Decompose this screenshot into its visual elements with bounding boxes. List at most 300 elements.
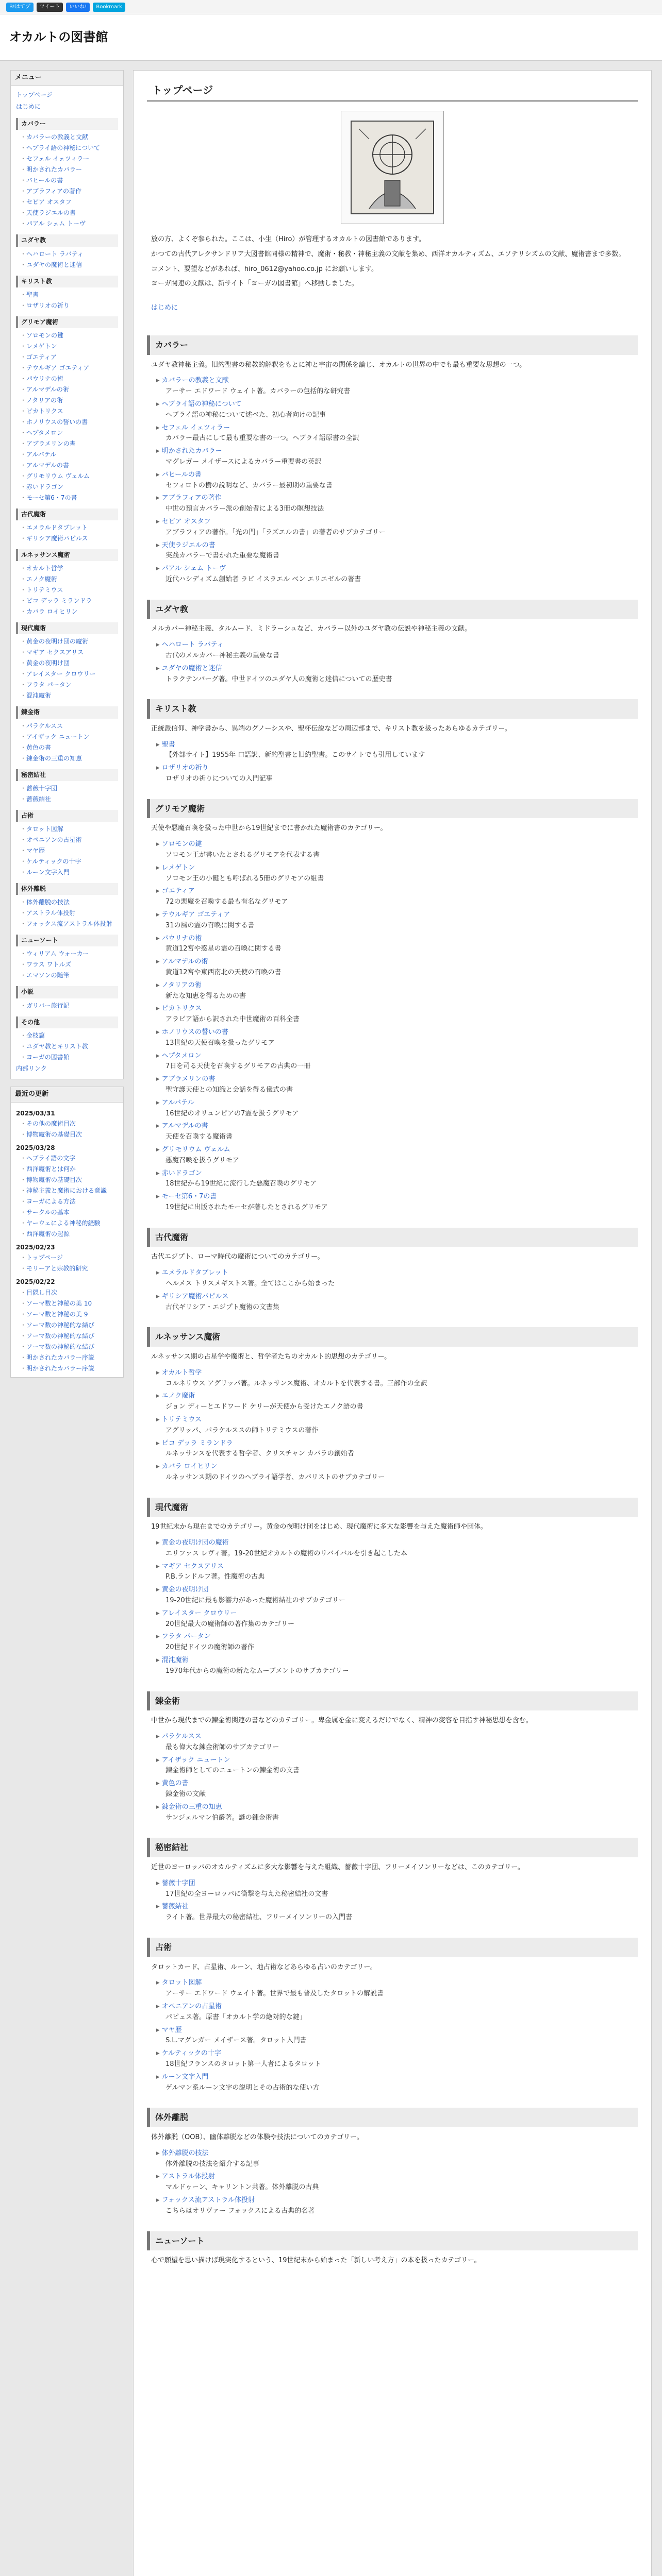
section-item-link[interactable]: パアル シェム トーヴ bbox=[161, 565, 226, 573]
sidebar-item-link[interactable]: 金枝篇 bbox=[26, 1031, 45, 1039]
section-item-desc: カバラー最古にして最も重要な書の一つ。ヘブライ語原書の全訳 bbox=[166, 434, 359, 443]
site-title[interactable]: オカルトの図書館 bbox=[0, 14, 662, 61]
sidebar-item-link[interactable]: アルマデルの書 bbox=[26, 461, 69, 469]
sidebar-item bbox=[20, 438, 118, 449]
sidebar-item bbox=[20, 959, 118, 970]
section-item-desc: 悪魔召喚を扱うグリモア bbox=[166, 1156, 240, 1164]
section-item bbox=[156, 2048, 638, 2070]
sidebar-item-link[interactable]: ヘブライ語の神秘について bbox=[26, 144, 101, 152]
sidebar-group-title: 秘密結社 bbox=[16, 769, 118, 781]
sidebar-item bbox=[20, 636, 118, 647]
section-item-link[interactable]: カバラ ロイヒリン bbox=[161, 1463, 218, 1471]
section-item-link[interactable]: パウリナの術 bbox=[161, 934, 202, 942]
sidebar-item bbox=[20, 428, 118, 438]
section-item-link[interactable]: 体外離脱の技法 bbox=[161, 2149, 209, 2157]
section-item-desc: セフィロトの樹の説明など、カバラー最初期の重要な書 bbox=[166, 481, 333, 489]
sidebar-group-list bbox=[16, 1030, 118, 1063]
sidebar-item-link[interactable]: タロット図解 bbox=[26, 825, 63, 833]
sidebar-group-list bbox=[16, 290, 118, 311]
section-item-desc: 錬金術師としてのニュートンの錬金術の文書 bbox=[166, 1767, 300, 1775]
section-item-link[interactable]: ホノリウスの誓いの書 bbox=[161, 1028, 228, 1037]
sidebar-item-link[interactable]: パウリナの術 bbox=[26, 375, 63, 382]
section-item bbox=[156, 1538, 638, 1560]
section-items bbox=[156, 1368, 638, 1483]
updates-body bbox=[11, 1103, 123, 1377]
sidebar-item-link[interactable]: アレイスター クロウリー bbox=[26, 670, 96, 678]
section-title: ニューソート bbox=[147, 2231, 638, 2251]
section-item bbox=[156, 1902, 638, 1923]
section-item-link[interactable]: オペニアンの占星術 bbox=[161, 2002, 222, 2010]
sidebar-group-list bbox=[16, 132, 118, 229]
sidebar-item-link[interactable]: テウルギア ゴエティア bbox=[26, 364, 90, 371]
update-link[interactable]: トップページ bbox=[26, 1254, 63, 1262]
sidebar-item-link[interactable]: アイザック ニュートン bbox=[26, 733, 90, 740]
sidebar-item bbox=[20, 249, 118, 260]
section-item-desc: 18世紀から19世紀に流行した悪魔召喚のグリモア bbox=[166, 1180, 317, 1188]
sidebar-item-link[interactable]: ヘハロート ラバティ bbox=[26, 250, 84, 258]
update-list bbox=[16, 1287, 118, 1374]
section-item-desc: ヘブライ語の神秘について述べた、初心者向けの記事 bbox=[166, 411, 326, 419]
sidebar-item-link[interactable]: アストラル体投射 bbox=[26, 909, 76, 917]
section-item-link[interactable]: ピコ デッラ ミランドラ bbox=[161, 1439, 233, 1447]
section-item-link[interactable]: 黄金の夜明け団 bbox=[161, 1586, 209, 1594]
sidebar-item-link[interactable]: エマソンの随筆 bbox=[26, 972, 70, 979]
section-item-link[interactable]: ヘプタメロン bbox=[161, 1052, 202, 1060]
update-link[interactable]: ソーマ数の神秘的な結び bbox=[26, 1343, 95, 1350]
section-item-link[interactable]: 赤いドラゴン bbox=[161, 1169, 202, 1177]
section-item-link[interactable]: フラタ パータン bbox=[161, 1633, 211, 1641]
section-item-link[interactable]: アルマデルの書 bbox=[161, 1122, 208, 1130]
sidebar-item-link[interactable]: ヘプタメロン bbox=[26, 429, 63, 436]
sidebar-item-link[interactable]: ユダヤの魔術と迷信 bbox=[26, 261, 82, 268]
section-item-desc: 31の風の霊の召喚に関する書 bbox=[166, 921, 255, 929]
sidebar-group-title: キリスト教 bbox=[16, 276, 118, 287]
update-link[interactable]: 明かされたカバラー序説 bbox=[26, 1364, 95, 1372]
section-item bbox=[156, 1755, 638, 1777]
update-item bbox=[20, 1185, 118, 1196]
section-desc: タロットカード、占星術、ルーン、地占術などあらゆる占いのカテゴリー。 bbox=[151, 1963, 377, 1971]
sidebar-item bbox=[20, 867, 118, 878]
section-item bbox=[156, 1438, 638, 1460]
update-link[interactable]: 博物魔術の基礎目次 bbox=[26, 1130, 82, 1138]
update-item bbox=[20, 1309, 118, 1320]
section-item-link[interactable]: グリモリウム ヴェルム bbox=[161, 1145, 230, 1154]
section-item-desc: 実践カバラーで書かれた重要な魔術書 bbox=[166, 552, 280, 560]
section-item bbox=[156, 2195, 638, 2217]
update-link[interactable]: 西洋魔術とは何か bbox=[26, 1165, 76, 1173]
section-item bbox=[156, 564, 638, 585]
section-item-link[interactable]: 薔薇結社 bbox=[161, 1903, 189, 1911]
sidebar-item bbox=[20, 417, 118, 428]
sidebar-extra-link[interactable]: 内部リンク bbox=[16, 1064, 47, 1072]
section-item bbox=[156, 399, 638, 421]
section-item bbox=[156, 1655, 638, 1677]
section-desc: 心で願望を思い描けば現実化するという、19世紀末から始まった「新しい考え方」の本を扱ったカテゴリー。 bbox=[151, 2257, 481, 2265]
sidebar-item bbox=[20, 753, 118, 764]
sidebar-item-link[interactable]: 錬金術の三重の知恵 bbox=[26, 754, 82, 762]
section-item-link[interactable]: アルバテル bbox=[161, 1098, 194, 1107]
section-item-link[interactable]: ケルティックの十字 bbox=[161, 2049, 221, 2058]
update-link[interactable]: その他の魔術目次 bbox=[26, 1120, 76, 1127]
section-desc: 正統派信仰、神学書から、異端のグノーシスや、聖杯伝説などの周辺部まで、キリスト教を扱ったあらゆるカテゴリー。 bbox=[151, 724, 511, 733]
sidebar-group-list bbox=[16, 721, 118, 764]
section-item bbox=[156, 1778, 638, 1800]
section-item-desc: 20世紀ドイツの魔術師の著作 bbox=[166, 1643, 254, 1652]
sidebar-item bbox=[20, 647, 118, 658]
section-item-desc: 20世紀最大の魔術師の著作集のカテゴリー bbox=[166, 1620, 295, 1628]
sidebar-item bbox=[20, 783, 118, 794]
sidebar-item-link[interactable]: ワラス ワトルズ bbox=[26, 961, 72, 969]
update-list bbox=[16, 1153, 118, 1240]
sidebar-item-link[interactable]: 黄金の夜明け団 bbox=[26, 659, 70, 667]
sidebar-item-link[interactable]: レメゲトン bbox=[26, 342, 57, 350]
section-item bbox=[156, 446, 638, 468]
section-item-link[interactable]: バヒールの書 bbox=[161, 470, 202, 479]
sidebar-item bbox=[20, 742, 118, 753]
section-item-link[interactable]: アブラメリンの書 bbox=[161, 1075, 216, 1083]
sidebar-item-link[interactable]: 混沌魔術 bbox=[26, 692, 52, 700]
section-items bbox=[156, 1878, 638, 1923]
sidebar-group-title: 現代魔術 bbox=[16, 622, 118, 634]
update-item bbox=[20, 1207, 118, 1218]
section-item-link[interactable]: エノク魔術 bbox=[161, 1392, 195, 1400]
section-title: キリスト教 bbox=[147, 699, 638, 719]
section-item bbox=[156, 863, 638, 885]
section-item bbox=[156, 1192, 638, 1213]
sidebar-item bbox=[20, 197, 118, 208]
like-button[interactable]: いいね! bbox=[66, 3, 90, 12]
sidebar-item-link[interactable]: 薔薇十字団 bbox=[26, 784, 58, 792]
update-item bbox=[20, 1129, 118, 1140]
update-link[interactable]: ソーマ数と神秘の美 10 bbox=[26, 1299, 92, 1307]
section-item-link[interactable]: 薔薇十字団 bbox=[161, 1879, 195, 1887]
sidebar-item-link[interactable]: ルーン文字入門 bbox=[26, 869, 70, 876]
section-item-link[interactable]: アルマデルの術 bbox=[161, 958, 208, 966]
sidebar-item-link[interactable]: 黄金の夜明け団の魔術 bbox=[26, 638, 89, 646]
sidebar-item-link[interactable]: 赤いドラゴン bbox=[26, 483, 64, 490]
section-item-link[interactable]: エメラルドタブレット bbox=[161, 1269, 228, 1277]
sidebar-group-list bbox=[16, 563, 118, 617]
sidebar-item-link[interactable]: エノク魔術 bbox=[26, 575, 57, 583]
section-item-link[interactable]: レメゲトン bbox=[161, 863, 195, 872]
sidebar-item-link[interactable]: ゴエティア bbox=[26, 353, 57, 361]
section-item-link[interactable]: セフェル イェツィラー bbox=[161, 423, 230, 432]
sidebar-item-link[interactable]: エメラルドタブレット bbox=[26, 524, 88, 532]
update-item bbox=[20, 1298, 118, 1309]
sidebar-item-link[interactable]: ロザリオの祈り bbox=[26, 301, 70, 309]
update-link[interactable]: 博物魔術の基礎目次 bbox=[26, 1176, 82, 1184]
sidebar-item-link[interactable]: フォックス流アストラル体投射 bbox=[26, 920, 112, 928]
update-link[interactable]: ソーマ数の神秘的な結び bbox=[26, 1332, 95, 1340]
section-item-link[interactable]: 錬金術の三重の知恵 bbox=[161, 1803, 222, 1811]
sidebar-item-link[interactable]: ピコ デッラ ミランドラ bbox=[26, 597, 92, 605]
section-item bbox=[156, 1268, 638, 1290]
engraving-icon bbox=[349, 118, 436, 216]
section-item-link[interactable]: フォックス流アストラル体投射 bbox=[161, 2196, 255, 2204]
sidebar-item-link[interactable]: パラケルスス bbox=[26, 722, 63, 730]
updates-title: 最近の更新 bbox=[11, 1087, 123, 1103]
sidebar-item bbox=[20, 658, 118, 669]
sidebar-item bbox=[20, 970, 118, 981]
section-item bbox=[156, 1562, 638, 1583]
section-item-desc: トラクテンバーグ著。中世ドイツのユダヤ人の魔術と迷信についての歴史書 bbox=[166, 675, 392, 683]
sidebar-item-link[interactable]: ノタリアの術 bbox=[26, 396, 63, 404]
section-item bbox=[156, 1802, 638, 1824]
intro-paragraph: かつての古代アレクサンドリア大図書館同様の精神で、魔術・秘教・神秘主義の文献を集め、西洋オカルティズム、エソテリシズムの文献、魔術書まで多数。 bbox=[151, 250, 625, 258]
sidebar-item bbox=[20, 533, 118, 544]
section-item-link[interactable]: ノタリアの術 bbox=[161, 981, 202, 989]
section-item-link[interactable]: ユダヤの魔術と迷信 bbox=[161, 664, 222, 672]
sidebar-item-link[interactable]: 明かされたカバラー bbox=[26, 166, 82, 174]
update-link[interactable]: 明かされたカバラー序説 bbox=[26, 1353, 95, 1361]
update-link[interactable]: ヨーガによる方法 bbox=[26, 1198, 76, 1206]
section-item bbox=[156, 1074, 638, 1096]
section-item-desc: 1970年代からの魔術の新たなムーブメントのサブカテゴリー bbox=[166, 1667, 349, 1675]
section-item bbox=[156, 1878, 638, 1900]
section-item-desc: 近代ハシディズム創始者 ラビ イスラエル ベン エリエゼルの著書 bbox=[166, 575, 361, 583]
section-item-desc: 錬金術の文献 bbox=[166, 1790, 206, 1799]
section-item-link[interactable]: 黄金の夜明け団の魔術 bbox=[161, 1539, 229, 1547]
sidebar-item-link[interactable]: アルマデルの術 bbox=[26, 385, 69, 393]
sidebar-group-list bbox=[16, 330, 118, 503]
sidebar-item-link[interactable]: 薔薇結社 bbox=[26, 795, 52, 803]
sidebar-group-list bbox=[16, 522, 118, 544]
section-item-link[interactable]: ピカトリクス bbox=[161, 1005, 202, 1013]
sidebar-item-link[interactable]: オペニアンの占星術 bbox=[26, 836, 82, 844]
sidebar-item bbox=[20, 406, 118, 417]
tweet-button[interactable]: ツイート bbox=[37, 3, 63, 12]
section-item-link[interactable]: トリテミウス bbox=[161, 1415, 202, 1423]
sidebar-item bbox=[20, 143, 118, 154]
sidebar-item bbox=[20, 908, 118, 919]
update-link[interactable]: 神秘主義と魔術における意識 bbox=[26, 1187, 107, 1195]
update-item bbox=[20, 1363, 118, 1374]
sidebar-group-title: ルネッサンス魔術 bbox=[16, 549, 118, 561]
section-item-link[interactable]: セビア オスタフ bbox=[161, 517, 211, 526]
sidebar-item bbox=[20, 154, 118, 164]
sidebar-item bbox=[20, 721, 118, 732]
section-item bbox=[156, 664, 638, 685]
update-link[interactable]: モリーアと宗教的研究 bbox=[26, 1265, 88, 1273]
section-item-link[interactable]: 聖書 bbox=[161, 740, 175, 749]
section-item-desc: ソロモン王の小鍵とも呼ばれる5冊のグリモアの組書 bbox=[166, 874, 324, 883]
sidebar-item-link[interactable]: マヤ歴 bbox=[26, 847, 45, 855]
sidebar-item-link[interactable]: ギリシア魔術パピルス bbox=[26, 535, 88, 543]
menu-box bbox=[10, 70, 124, 1079]
sidebar-item-link[interactable]: モーセ第6・7の書 bbox=[26, 494, 77, 501]
update-link[interactable]: ヤーウェによる神秘的経験 bbox=[26, 1219, 101, 1227]
sidebar-item-link[interactable]: ソロモンの鍵 bbox=[26, 331, 64, 339]
sidebar-item-link[interactable]: オカルト哲学 bbox=[26, 565, 63, 572]
main-content bbox=[133, 70, 652, 2576]
section-title: 古代魔術 bbox=[147, 1228, 638, 1247]
section-item bbox=[156, 763, 638, 785]
section-item-link[interactable]: アストラル体投射 bbox=[161, 2173, 215, 2181]
section-item-link[interactable]: パラケルスス bbox=[161, 1733, 202, 1741]
sidebar-item bbox=[20, 300, 118, 311]
section-item-link[interactable]: 明かされたカバラー bbox=[161, 447, 222, 455]
section-item-link[interactable]: カバラーの教義と文献 bbox=[161, 377, 229, 385]
sidebar-item-link[interactable]: ガリバー旅行記 bbox=[26, 1002, 70, 1009]
update-item bbox=[20, 1218, 118, 1229]
sidebar-item bbox=[20, 363, 118, 374]
section-item-desc: 16世紀のオリュンピアの7霊を扱うグリモア bbox=[166, 1109, 299, 1117]
sidebar-item-link[interactable]: アブラメリンの書 bbox=[26, 439, 76, 447]
section-item-desc: アラビア語から訳された中世魔術の百科全書 bbox=[166, 1015, 300, 1024]
section-item-link[interactable]: アレイスター クロウリー bbox=[161, 1609, 237, 1617]
section-items bbox=[156, 1268, 638, 1313]
section-item-link[interactable]: アブラフィアの著作 bbox=[161, 494, 222, 502]
section-item-desc: アーサー エドワード ウェイト著。カバラーの包括的な研究書 bbox=[166, 387, 351, 396]
sidebar-item bbox=[20, 680, 118, 690]
section-item-desc: エリファス レヴィ著。19-20世紀オカルトの魔術のリバイバルを引き起こした本 bbox=[166, 1549, 407, 1557]
sidebar-item-link[interactable]: ウィリアム ウォーカー bbox=[26, 950, 89, 958]
section-item-link[interactable]: ロザリオの祈り bbox=[161, 764, 209, 772]
sidebar-item bbox=[20, 919, 118, 929]
sidebar-item-link[interactable]: ヨーガの図書館 bbox=[26, 1053, 70, 1061]
sidebar-item bbox=[20, 1030, 118, 1041]
sidebar-item-link[interactable]: セビア オスタフ bbox=[26, 198, 72, 206]
section-item bbox=[156, 1145, 638, 1166]
section-item bbox=[156, 517, 638, 538]
sidebar-item-link[interactable]: グリモリウム ヴェルム bbox=[26, 472, 90, 480]
section-title: 体外離脱 bbox=[147, 2108, 638, 2127]
section-item-desc: ヘルメス トリスメギストス著。全てはここから始まった bbox=[166, 1279, 335, 1287]
sidebar-item bbox=[20, 330, 118, 341]
sidebar-group-title: ニューソート bbox=[16, 935, 118, 946]
section-item-desc: 19世紀に出版されたモーセが著したとされるグリモア bbox=[166, 1203, 328, 1211]
sidebar-group-title: その他 bbox=[16, 1016, 118, 1028]
section-title: カバラー bbox=[147, 335, 638, 355]
sidebar-item-link[interactable]: マギア セクスアリス bbox=[26, 649, 84, 656]
update-item bbox=[20, 1118, 118, 1129]
update-link[interactable]: 目隠し目次 bbox=[26, 1289, 58, 1296]
section-item-link[interactable]: マギア セクスアリス bbox=[161, 1562, 224, 1570]
section-item-link[interactable]: タロット図解 bbox=[161, 1979, 202, 1987]
section-desc: 19世紀末から現在までのカテゴリー。黄金の夜明け団をはじめ、現代魔術に多大な影響を与えた魔術師や団体。 bbox=[151, 1523, 487, 1531]
section-desc: 近世のヨーロッパのオカルティズムに多大な影響を与えた組織、薔薇十字団、フリーメイソンリーなどは、このカテゴリー。 bbox=[151, 1863, 524, 1872]
sidebar-top-link[interactable]: トップページ bbox=[16, 91, 53, 98]
sidebar-item-link[interactable]: バヒールの書 bbox=[26, 177, 63, 184]
hatena-button[interactable]: Bookmark bbox=[93, 3, 125, 12]
section-item bbox=[156, 1121, 638, 1143]
section-desc: ユダヤ教神秘主義。旧約聖書の秘教的解釈をもとに神と宇宙の関係を論じ、オカルトの世界の中でも最も重要な思想の一つ。 bbox=[151, 361, 526, 369]
section-desc: 天使や悪魔召喚を扱った中世から19世紀までに書かれた魔術書のカテゴリー。 bbox=[151, 824, 387, 833]
sidebar-item-link[interactable]: 体外離脱の技法 bbox=[26, 899, 70, 906]
section-item-link[interactable]: ルーン文字入門 bbox=[161, 2073, 209, 2081]
section-item bbox=[156, 1292, 638, 1313]
update-item bbox=[20, 1229, 118, 1240]
sidebar-item-link[interactable]: カバラーの教義と文献 bbox=[26, 133, 89, 141]
social-bar bbox=[0, 0, 662, 14]
hajimeni-link[interactable]: はじめに bbox=[151, 304, 178, 312]
sidebar-item bbox=[20, 482, 118, 493]
section-item-desc: ルネッサンスを代表する哲学者、クリスチャン カバラの創始者 bbox=[166, 1450, 354, 1458]
section-item-link[interactable]: 混沌魔術 bbox=[161, 1656, 189, 1665]
sidebar-item-link[interactable]: 聖書 bbox=[26, 291, 39, 298]
sidebar-item-link[interactable]: ユダヤ教とキリスト教 bbox=[26, 1042, 88, 1050]
sidebar-item bbox=[20, 374, 118, 384]
section-item-link[interactable]: オカルト哲学 bbox=[161, 1368, 202, 1377]
section-item bbox=[156, 1608, 638, 1630]
section-item bbox=[156, 1168, 638, 1190]
update-link[interactable]: ソーマ数の神秘的な結び bbox=[26, 1321, 95, 1329]
sidebar-item bbox=[20, 132, 118, 143]
section-item bbox=[156, 470, 638, 492]
sidebar-item-link[interactable]: パアル シェム トーヴ bbox=[26, 220, 86, 228]
sidebar-item-link[interactable]: セフェル イェツィラー bbox=[26, 155, 90, 163]
section-item bbox=[156, 886, 638, 908]
section-item bbox=[156, 2148, 638, 2170]
sidebar-group-title: 体外離脱 bbox=[16, 883, 118, 895]
sidebar-item bbox=[20, 845, 118, 856]
bookmark-button[interactable]: B!はてブ bbox=[6, 3, 34, 12]
section-item-desc: サンジェルマン伯爵著。謎の錬金術書 bbox=[166, 1814, 279, 1822]
section-title: ユダヤ教 bbox=[147, 600, 638, 619]
section-item-link[interactable]: ヘブライ語の神秘について bbox=[161, 400, 242, 408]
section-item bbox=[156, 934, 638, 955]
section-item bbox=[156, 423, 638, 445]
section-item-link[interactable]: テウルギア ゴエティア bbox=[161, 911, 230, 919]
sidebar-item bbox=[20, 493, 118, 503]
sidebar-item bbox=[20, 164, 118, 175]
section-item-link[interactable]: 黄色の書 bbox=[161, 1780, 189, 1788]
section-item-link[interactable]: ヘハロート ラバティ bbox=[161, 641, 224, 649]
section-item-desc: 天使を召喚する魔術書 bbox=[166, 1133, 233, 1141]
sidebar-item-link[interactable]: フラタ パータン bbox=[26, 681, 72, 689]
section-item-link[interactable]: ソロモンの鍵 bbox=[161, 840, 202, 849]
sidebar-top-link[interactable]: はじめに bbox=[16, 103, 41, 110]
section-item bbox=[156, 1585, 638, 1606]
section-item-desc: 体外離脱の技法を紹介する記事 bbox=[166, 2160, 260, 2168]
sidebar-group-list bbox=[16, 636, 118, 701]
sidebar-item-link[interactable]: ピカトリクス bbox=[26, 407, 63, 415]
section-item-link[interactable]: ゴエティア bbox=[161, 887, 195, 895]
sidebar-item-link[interactable]: アブラフィアの著作 bbox=[26, 188, 82, 195]
sidebar-item-link[interactable]: ケルティックの十字 bbox=[26, 858, 81, 866]
section-item-link[interactable]: アイザック ニュートン bbox=[161, 1756, 230, 1764]
section-item-desc: 17世紀の全ヨーロッパに衝撃を与えた秘密結社の文書 bbox=[166, 1890, 328, 1898]
update-link[interactable]: 西洋魔術の起源 bbox=[26, 1230, 70, 1238]
section-item bbox=[156, 640, 638, 662]
sidebar-item-link[interactable]: 天使ラジエルの書 bbox=[26, 209, 76, 217]
section-item-link[interactable]: マヤ歴 bbox=[161, 2026, 182, 2034]
sidebar-item-link[interactable]: トリテミウス bbox=[26, 586, 63, 594]
sidebar-item bbox=[20, 585, 118, 596]
section-item-link[interactable]: 天使ラジエルの書 bbox=[161, 541, 216, 549]
section-desc: メルカバー神秘主義、タルムード、ミドラーシュなど、カバラー以外のユダヤ教の伝説や神秘主義の文献。 bbox=[151, 625, 472, 633]
section-item-desc: 72の悪魔を召喚する最も有名なグリモア bbox=[166, 898, 288, 906]
update-link[interactable]: ヘブライ語の文字 bbox=[26, 1155, 76, 1162]
section-title: 占術 bbox=[147, 1938, 638, 1957]
sidebar-item bbox=[20, 574, 118, 585]
section-item-link[interactable]: ギリシア魔術パピルス bbox=[161, 1292, 229, 1300]
section-item-link[interactable]: モーセ第6・7の書 bbox=[161, 1193, 217, 1201]
section-item bbox=[156, 910, 638, 931]
sidebar-item-link[interactable]: アルバテル bbox=[26, 450, 57, 458]
section-item bbox=[156, 1004, 638, 1025]
section-item bbox=[156, 1098, 638, 1120]
sidebar-group-list bbox=[16, 948, 118, 981]
sidebar-item-link[interactable]: カバラ ロイヒリン bbox=[26, 608, 78, 616]
section-item-desc: 聖守護天使との知識と会話を得る儀式の書 bbox=[166, 1086, 293, 1094]
update-link[interactable]: ソーマ数と神秘の美 9 bbox=[26, 1310, 88, 1318]
update-item bbox=[20, 1252, 118, 1263]
sidebar-item-link[interactable]: 黄色の書 bbox=[26, 743, 52, 751]
section-item bbox=[156, 540, 638, 562]
update-link[interactable]: サークルの基本 bbox=[26, 1209, 70, 1216]
sidebar-item-link[interactable]: ホノリウスの誓いの書 bbox=[26, 418, 88, 426]
